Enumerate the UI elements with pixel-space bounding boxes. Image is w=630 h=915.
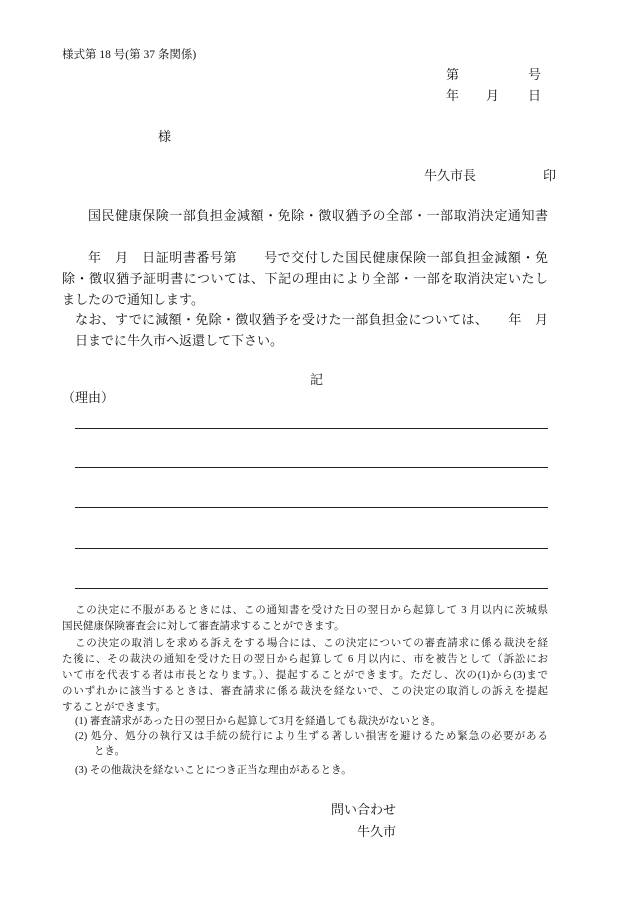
contact-office: 牛久市: [357, 824, 397, 839]
form-number: 様式第 18 号(第 37 条関係): [62, 49, 197, 61]
notice-line: 国民健康保険審査会に対して審査請求することができます。: [62, 621, 345, 632]
contact-label: 問い合わせ: [331, 802, 397, 817]
reason-blank-line: [75, 507, 548, 508]
notice-line: この決定に不服があるときには、この通知書を受けた日の翌日から起算して 3 月以内に茨城県: [75, 605, 548, 616]
notice-item-2: (2) 処分、処分の執行又は手続の続行により生ずる著しい損害を避けるため緊急の必要がある: [75, 731, 548, 742]
notice-item-2-continued: とき。: [94, 746, 126, 757]
doc-number-suffix: 号: [528, 67, 542, 82]
notice-item-3: (3) その他裁決を経ないことにつき正当な理由があるとき。: [75, 765, 352, 776]
body-line: 除・徴収猶予証明書については、下記の理由により全部・一部を取消決定いたし: [62, 271, 548, 286]
notice-line: のいずれかに該当するときは、審査請求に係る裁決を経ないで、この決定の取消しの訴えを提起: [62, 686, 548, 697]
body-line: 年 月 日証明書番号第 号で交付した国民健康保険一部負担金減額・免: [88, 250, 548, 265]
notice-line: することができます。: [62, 702, 167, 713]
notice-line: た後に、その裁決の通知を受けた日の翌日から起算して 6 月以内に、市を被告として（訴訟にお: [62, 654, 548, 665]
issuer-name: 牛久市長: [424, 168, 477, 183]
document-title: 国民健康保険一部負担金減額・免除・徴収猶予の全部・一部取消決定通知書: [88, 208, 548, 223]
notice-line: この決定の取消しを求める訴えをする場合には、この決定についての審査請求に係る裁決を経: [75, 638, 548, 649]
reason-label: （理由）: [62, 390, 115, 405]
notice-item-1: (1) 審査請求があった日の翌日から起算して3月を経過しても裁決がないとき。: [75, 716, 442, 727]
addressee-suffix: 様: [158, 129, 172, 144]
reason-blank-line: [75, 548, 548, 549]
body-line: 日までに牛久市へ返還して下さい。: [75, 333, 284, 348]
date-month: 月: [486, 88, 500, 103]
date-day: 日: [528, 88, 542, 103]
notice-line: いて市を代表する者は市長となります。）、提起することができます。ただし、次の(1)から(3)まで: [62, 670, 548, 681]
body-line: ましたので通知します。: [62, 292, 204, 307]
reason-blank-line: [75, 428, 548, 429]
date-year: 年: [446, 88, 460, 103]
body-line: なお、すでに減額・免除・徴収猶予を受けた一部負担金については、 年 月: [75, 312, 548, 327]
doc-number-prefix: 第: [446, 67, 460, 82]
reason-blank-line: [75, 588, 548, 589]
reason-blank-line: [75, 467, 548, 468]
ki-heading: 記: [310, 372, 324, 387]
issuer-seal: 印: [543, 168, 557, 183]
